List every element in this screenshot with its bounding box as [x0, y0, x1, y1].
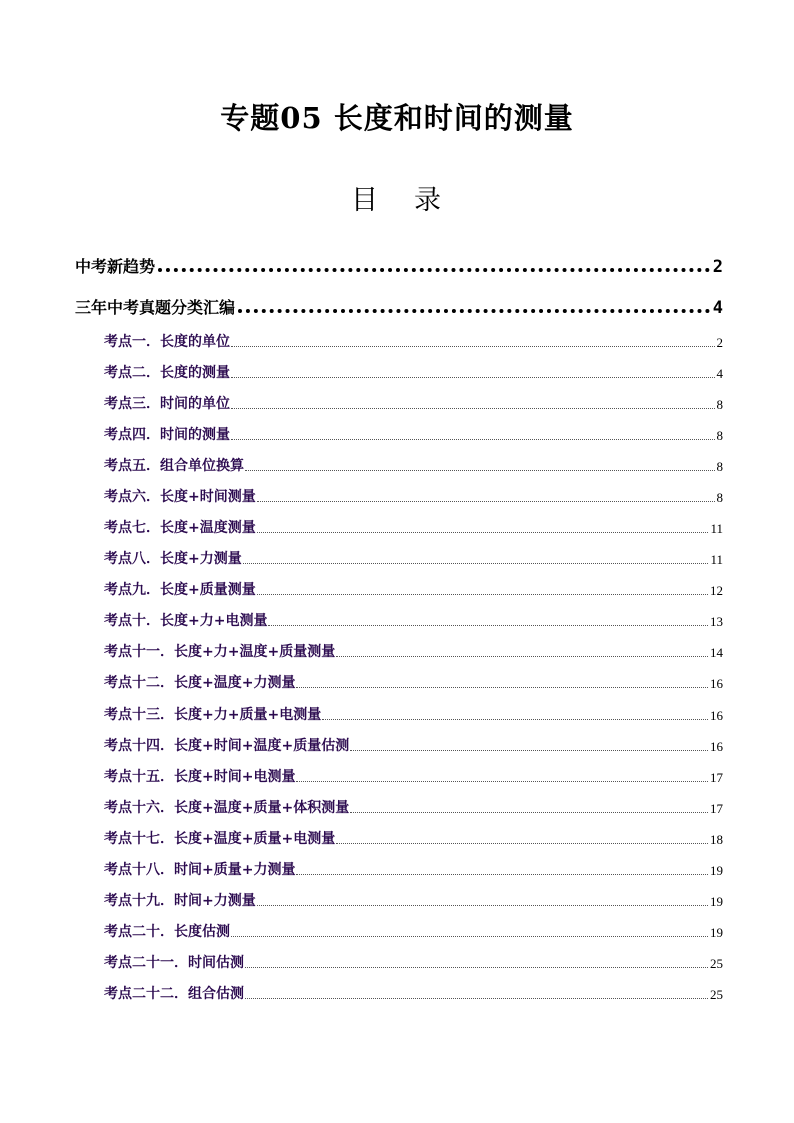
toc-item-page: 11: [710, 552, 723, 567]
toc-section-label: 三年中考真题分类汇编: [75, 298, 236, 317]
toc-item-page: 8: [716, 490, 723, 505]
toc-item-entry[interactable]: [104, 424, 723, 444]
toc-leader-dots: [257, 905, 708, 906]
toc-item-entry[interactable]: [104, 610, 723, 630]
toc-leader-dots: [322, 719, 708, 720]
toc-item-entry[interactable]: [104, 672, 723, 692]
toc-item-label: 考点八．长度+力测量: [104, 551, 242, 567]
toc-item-label: 考点六．长度+时间测量: [104, 489, 256, 505]
toc-item-entry[interactable]: [104, 486, 723, 506]
toc-item-page: 17: [710, 770, 723, 785]
toc-leader-dots: [243, 563, 709, 564]
toc-item-label: 考点四．时间的测量: [104, 427, 230, 443]
toc-section-entry[interactable]: [75, 253, 723, 277]
toc-item-entry[interactable]: [104, 331, 723, 351]
toc-item-label: 考点一．长度的单位: [104, 334, 230, 350]
toc-leader-dots: [231, 377, 715, 378]
toc-leader-dots: [231, 936, 708, 937]
toc-leader-dots: [158, 268, 710, 272]
toc-item-label: 考点九．长度+质量测量: [104, 582, 256, 598]
toc-item-page: 4: [716, 366, 723, 381]
toc-item-page: 2: [716, 335, 723, 350]
toc-item-entry[interactable]: [104, 797, 723, 817]
toc-item-entry[interactable]: [104, 952, 723, 972]
toc-leader-dots: [257, 532, 709, 533]
toc-leader-dots: [238, 309, 710, 313]
toc-item-page: 25: [710, 956, 723, 971]
toc-item-entry[interactable]: [104, 983, 723, 1003]
toc-item-label: 考点十八．时间+质量+力测量: [104, 862, 296, 878]
toc-leader-dots: [296, 687, 708, 688]
toc-item-page: 8: [716, 459, 723, 474]
toc-item-label: 考点七．长度+温度测量: [104, 520, 256, 536]
toc-item-label: 考点十五．长度+时间+电测量: [104, 769, 296, 785]
toc-item-entry[interactable]: [104, 859, 723, 879]
toc-item-page: 25: [710, 987, 723, 1002]
toc-leader-dots: [350, 812, 708, 813]
toc-section-entry[interactable]: [75, 294, 723, 318]
toc-item-label: 考点三．时间的单位: [104, 396, 230, 412]
toc-item-entry[interactable]: [104, 704, 723, 724]
toc-item-entry[interactable]: [104, 766, 723, 786]
toc-item-entry[interactable]: [104, 828, 723, 848]
toc-item-entry[interactable]: [104, 362, 723, 382]
toc-item-label: 考点二．长度的测量: [104, 365, 230, 381]
toc-section-page: 2: [712, 257, 723, 277]
toc-item-entry[interactable]: [104, 921, 723, 941]
toc-item-label: 考点五．组合单位换算: [104, 458, 244, 474]
toc-item-label: 考点十四．长度+时间+温度+质量估测: [104, 738, 350, 754]
toc-item-page: 12: [710, 583, 723, 598]
toc-item-label: 考点二十．长度估测: [104, 924, 230, 940]
toc-item-label: 考点二十一．时间估测: [104, 955, 244, 971]
toc-item-page: 16: [710, 676, 723, 691]
toc-item-entry[interactable]: [104, 455, 723, 475]
toc-leader-dots: [296, 781, 708, 782]
toc-item-page: 18: [710, 832, 723, 847]
toc-leader-dots: [268, 625, 708, 626]
toc-item-page: 19: [710, 894, 723, 909]
toc-item-entry[interactable]: [104, 517, 723, 537]
toc-item-entry[interactable]: [104, 579, 723, 599]
toc-item-label: 考点十一．长度+力+温度+质量测量: [104, 644, 336, 660]
toc-leader-dots: [350, 750, 708, 751]
toc-heading-left: 目: [351, 185, 380, 216]
toc-item-entry[interactable]: [104, 393, 723, 413]
toc-item-page: 19: [710, 863, 723, 878]
toc-item-label: 考点十六．长度+温度+质量+体积测量: [104, 800, 350, 816]
toc-leader-dots: [231, 346, 715, 347]
toc-item-page: 16: [710, 739, 723, 754]
toc-item-entry[interactable]: [104, 735, 723, 755]
toc-leader-dots: [245, 470, 715, 471]
toc-item-entry[interactable]: [104, 890, 723, 910]
toc-item-page: 16: [710, 708, 723, 723]
toc-item-label: 考点十．长度+力+电测量: [104, 613, 268, 629]
toc-leader-dots: [245, 998, 708, 999]
document-title: 专题05 长度和时间的测量: [220, 101, 574, 135]
toc-item-page: 19: [710, 925, 723, 940]
toc-item-page: 11: [710, 521, 723, 536]
toc-item-entry[interactable]: [104, 548, 723, 568]
toc-leader-dots: [231, 408, 715, 409]
toc-leader-dots: [336, 656, 708, 657]
toc-leader-dots: [257, 501, 715, 502]
toc-item-label: 考点二十二．组合估测: [104, 986, 244, 1002]
toc-item-entry[interactable]: [104, 641, 723, 661]
toc-item-page: 13: [710, 614, 723, 629]
toc-item-page: 8: [716, 397, 723, 412]
toc-leader-dots: [231, 439, 715, 440]
toc-item-label: 考点十三．长度+力+质量+电测量: [104, 707, 322, 723]
toc-leader-dots: [336, 843, 708, 844]
toc-item-page: 14: [710, 645, 723, 660]
toc-item-page: 8: [716, 428, 723, 443]
toc-leader-dots: [245, 967, 708, 968]
toc-item-page: 17: [710, 801, 723, 816]
toc-section-page: 4: [712, 298, 723, 318]
toc-leader-dots: [296, 874, 708, 875]
toc-item-label: 考点十二．长度+温度+力测量: [104, 675, 296, 691]
toc-section-label: 中考新趋势: [75, 257, 156, 276]
toc-item-label: 考点十七．长度+温度+质量+电测量: [104, 831, 336, 847]
toc-leader-dots: [257, 594, 708, 595]
toc-item-label: 考点十九．时间+力测量: [104, 893, 256, 909]
toc-heading-right: 录: [414, 185, 443, 216]
